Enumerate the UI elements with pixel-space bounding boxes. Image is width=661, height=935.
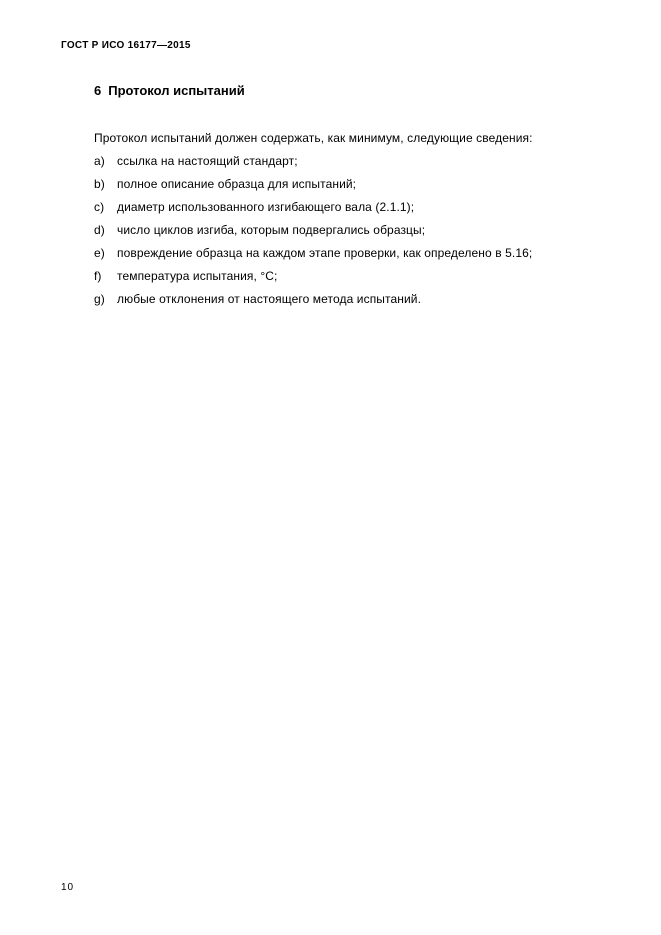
list-marker: b)	[94, 177, 105, 191]
list-item	[94, 246, 532, 269]
list-item-text: диаметр использованного изгибающего вала (2.1.1);	[117, 200, 415, 214]
list-marker: a)	[94, 154, 105, 168]
list-marker: d)	[94, 223, 105, 237]
list-item	[94, 154, 532, 177]
list-item	[94, 223, 532, 246]
list-item-text: полное описание образца для испытаний;	[117, 177, 357, 191]
section-number: 6	[94, 83, 102, 98]
list-item-text: ссылка на настоящий стандарт;	[117, 154, 298, 168]
list-item-text: температура испытания, °C;	[117, 269, 278, 283]
intro-paragraph: Протокол испытаний должен содержать, как минимум, следующие сведения:	[94, 131, 533, 145]
list-item	[94, 292, 532, 315]
section-heading	[94, 83, 245, 98]
list-item-text: любые отклонения от настоящего метода испытаний.	[117, 292, 422, 306]
list-marker: f)	[94, 269, 102, 283]
list-marker: c)	[94, 200, 105, 214]
list-item-text: число циклов изгиба, которым подвергались образцы;	[117, 223, 426, 237]
list-item	[94, 269, 532, 292]
running-header: ГОСТ Р ИСО 16177—2015	[61, 40, 191, 51]
page-number: 10	[61, 882, 75, 893]
list-item	[94, 177, 532, 200]
list-item	[94, 200, 532, 223]
list-marker: g)	[94, 292, 105, 306]
list-marker: e)	[94, 246, 105, 260]
list-item-text: повреждение образца на каждом этапе проверки, как определено в 5.16;	[117, 246, 533, 260]
requirements-list	[94, 154, 532, 315]
section-title: Протокол испытаний	[108, 83, 245, 98]
